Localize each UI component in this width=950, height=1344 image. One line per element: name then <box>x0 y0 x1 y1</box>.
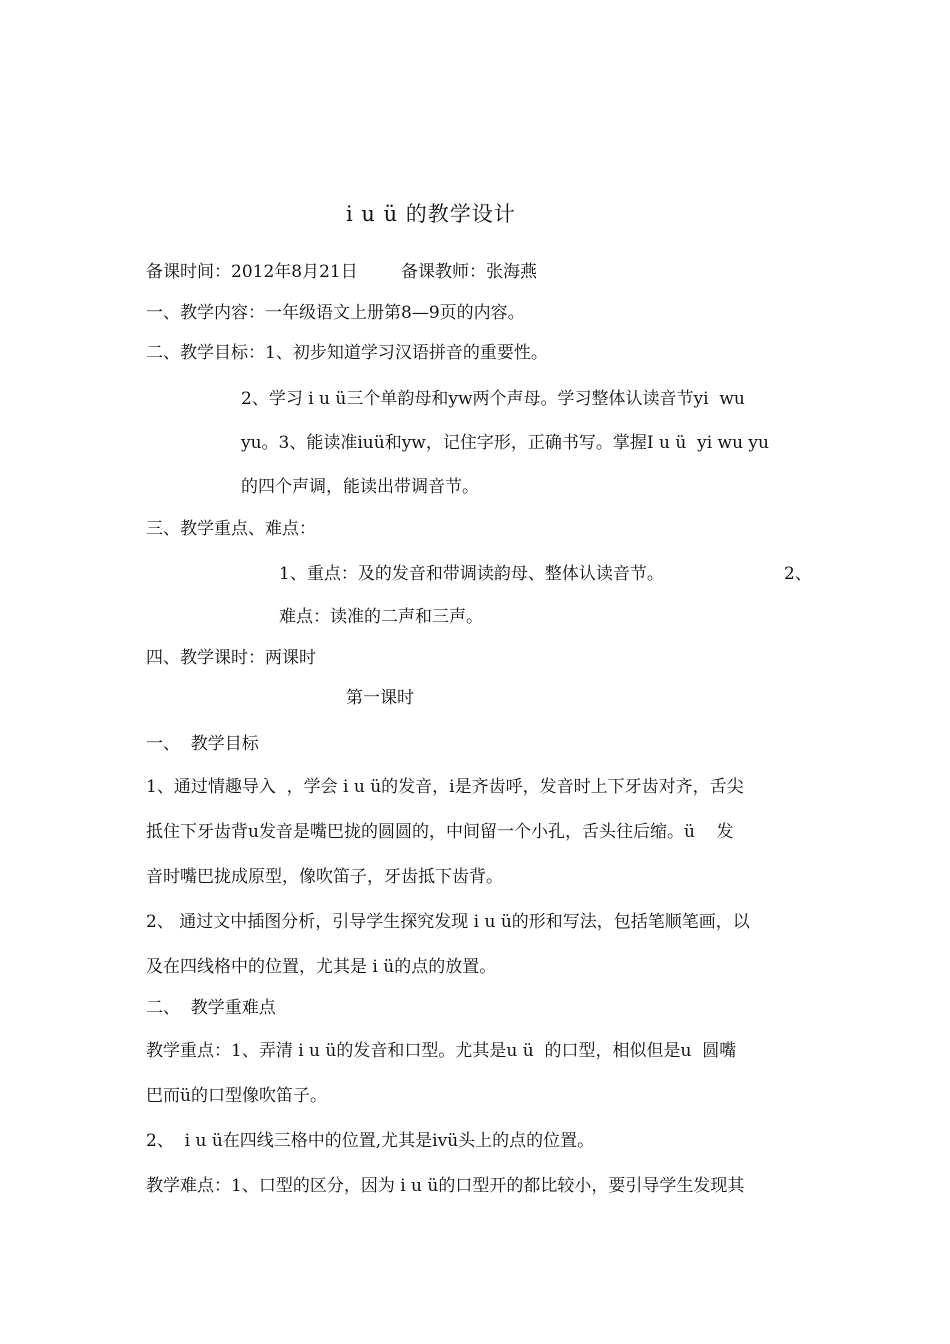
goals-line-1: 2、学习 i u ü三个单韵母和yw两个声母。学习整体认读音节yi wu <box>241 389 745 409</box>
objective-1-line-2: 抵住下牙齿背u发音是嘴巴拢的圆圆的，中间留一个小孔，舌头往后缩。ü 发 <box>146 822 734 842</box>
key-points-line-1-tail: 2、 <box>784 564 812 584</box>
goals-line-2: yu。3、能读准iuü和yw，记住字形，正确书写。掌握I u ü yi wu yu <box>241 433 769 453</box>
key-point-2: 2、 i u ü在四线三格中的位置,尤其是ivü头上的点的位置。 <box>146 1131 595 1151</box>
difficult-point-line-1: 教学难点：1、口型的区分，因为 i u ü的口型开的都比较小，要引导学生发现其 <box>146 1176 745 1196</box>
objective-2-line-1: 2、 通过文中插图分析，引导学生探究发现 i u ü的形和写法，包括笔顺笔画，以 <box>146 912 750 932</box>
key-point-line-2: 巴而ü的口型像吹笛子。 <box>146 1086 327 1106</box>
section-goals: 二、教学目标：1、初步知道学习汉语拼音的重要性。 <box>146 343 548 363</box>
objective-1-line-3: 音时嘴巴拢成原型，像吹笛子，牙齿抵下齿背。 <box>146 867 503 887</box>
lesson-heading: 第一课时 <box>346 688 414 708</box>
objective-1-line-1: 1、通过情趣导入 ，学会 i u ü的发音，i是齐齿呼，发音时上下牙齿对齐，舌尖 <box>146 777 744 797</box>
key-points-line-2: 难点：读准的二声和三声。 <box>279 607 483 627</box>
key-point-line-1: 教学重点：1、弄清 i u ü的发音和口型。尤其是u ü 的口型，相似但是u 圆嘴 <box>146 1041 737 1061</box>
key-points-line-1: 1、重点：及的发音和带调读韵母、整体认读音节。 <box>279 564 664 584</box>
goals-line-3: 的四个声调，能读出带调音节。 <box>241 477 479 497</box>
heading-key-difficult: 二、 教学重难点 <box>146 998 276 1018</box>
section-content: 一、教学内容：一年级语文上册第8—9页的内容。 <box>146 303 525 323</box>
section-periods: 四、教学课时：两课时 <box>146 648 316 668</box>
document-title: i u ü 的教学设计 <box>346 202 516 226</box>
section-key-points: 三、教学重点、难点： <box>146 519 316 539</box>
meta-line: 备课时间：2012年8月21日 备课教师：张海燕 <box>146 262 537 282</box>
objective-2-line-2: 及在四线格中的位置，尤其是 i ü的点的放置。 <box>146 957 497 977</box>
heading-objectives: 一、 教学目标 <box>146 734 259 754</box>
